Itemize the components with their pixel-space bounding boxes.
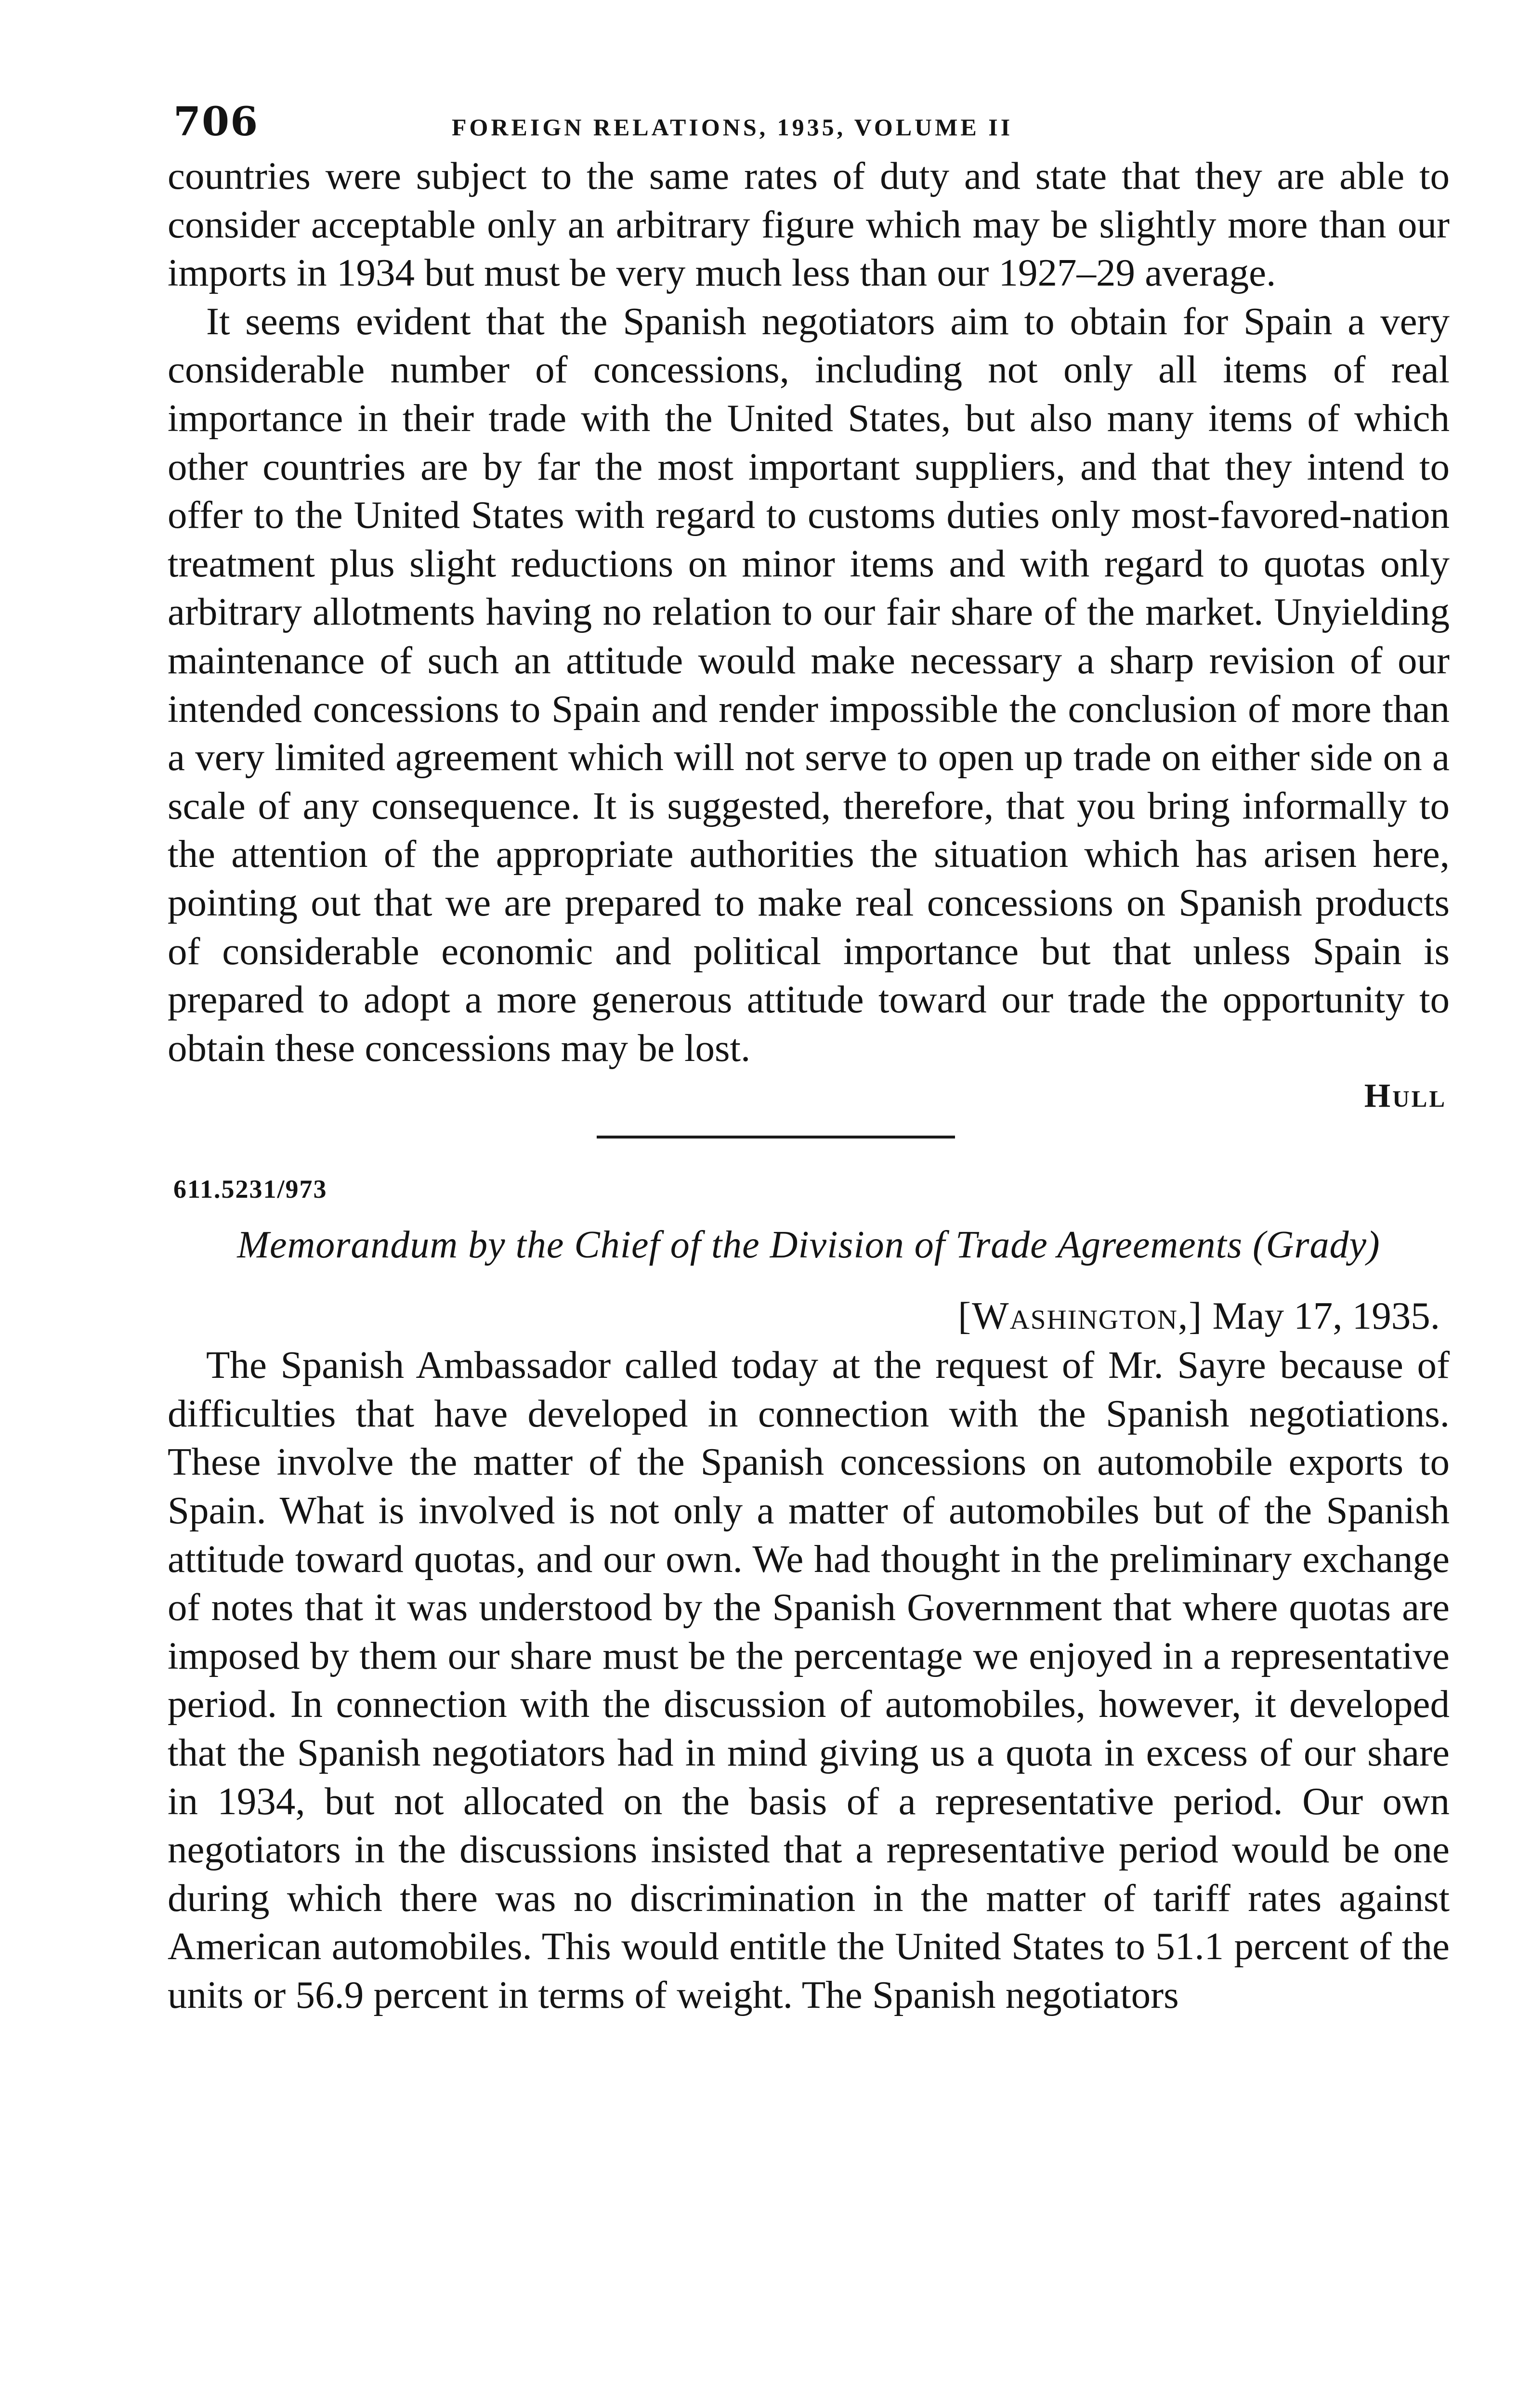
- section-divider: [597, 1136, 955, 1139]
- document-page: [168, 99, 1450, 2019]
- memo-title: Memorandum by the Chief of the Division of Trade Agreements (Grady): [237, 1224, 1380, 1267]
- dateline-date: May 17, 1935.: [1212, 1294, 1440, 1338]
- signature-text: Hull: [1364, 1077, 1447, 1115]
- dateline: [168, 1291, 1450, 1341]
- page-number: 706: [173, 99, 259, 145]
- telegram-paragraph-continuation: countries were subject to the same rates of duty and state that they are able to consider acceptable only an arbitrary figure which may be slightly more than our imports in 1934 but must be very much less than our 1927–29 average.: [168, 154, 1450, 295]
- dateline-place: [Washington,]: [958, 1294, 1203, 1338]
- file-number: 611.5231/973: [173, 1175, 327, 1204]
- memo-body: The Spanish Ambassador called today at the request of Mr. Sayre because of difficulties that have developed in connection with the Spanish negotiations. These involve the matter of the Spanish concessions on automobile exports to Spain. What is involved is not only a matter of automobiles but of the Spanish attitude toward quotas, and our own. We had thought in the preliminary exchange of notes that it was understood by the Spanish Government that where quotas are imposed by them our share must be the percentage we enjoyed in a representative period. In connection with the discussion of automobiles, however, it developed that the Spanish negotiators had in mind giving us a quota in excess of our share in 1934, but not allocated on the basis of a representative period. Our own negotiators in the discussions insisted that a representative period would be one during which there was no discrimination in the matter of tariff rates against American automobiles. This would entitle the United States to 51.1 percent of the units or 56.9 percent in terms of weight. The Spanish negotiators: [168, 1343, 1450, 2016]
- running-title: FOREIGN RELATIONS, 1935, VOLUME II: [452, 114, 1013, 141]
- signature: [168, 1072, 1450, 1120]
- telegram-paragraph-main: It seems evident that the Spanish negotiators aim to obtain for Spain a very considerable number of concessions, including not only all items of real importance in their trade with the United States, but also many items of which other countries are by far the most important suppliers, and that they intend to offer to the United States with regard to customs duties only most-favored-nation treatment plus slight reductions on minor items and with regard to quotas only arbitrary allotments having no relation to our fair share of the market. Unyielding maintenance of such an attitude would make necessary a sharp revision of our intended concessions to Spain and render impossible the conclusion of more than a very limited agreement which will not serve to open up trade on either side on a scale of any consequence. It is suggested, therefore, that you bring informally to the attention of the appropriate authorities the situation which has arisen here, pointing out that we are prepared to make real concessions on Spanish products of considerable economic and political importance but that unless Spain is prepared to adopt a more generous attitude toward our trade the opportunity to obtain these concessions may be lost.: [168, 299, 1450, 1070]
- running-head: [168, 99, 1450, 152]
